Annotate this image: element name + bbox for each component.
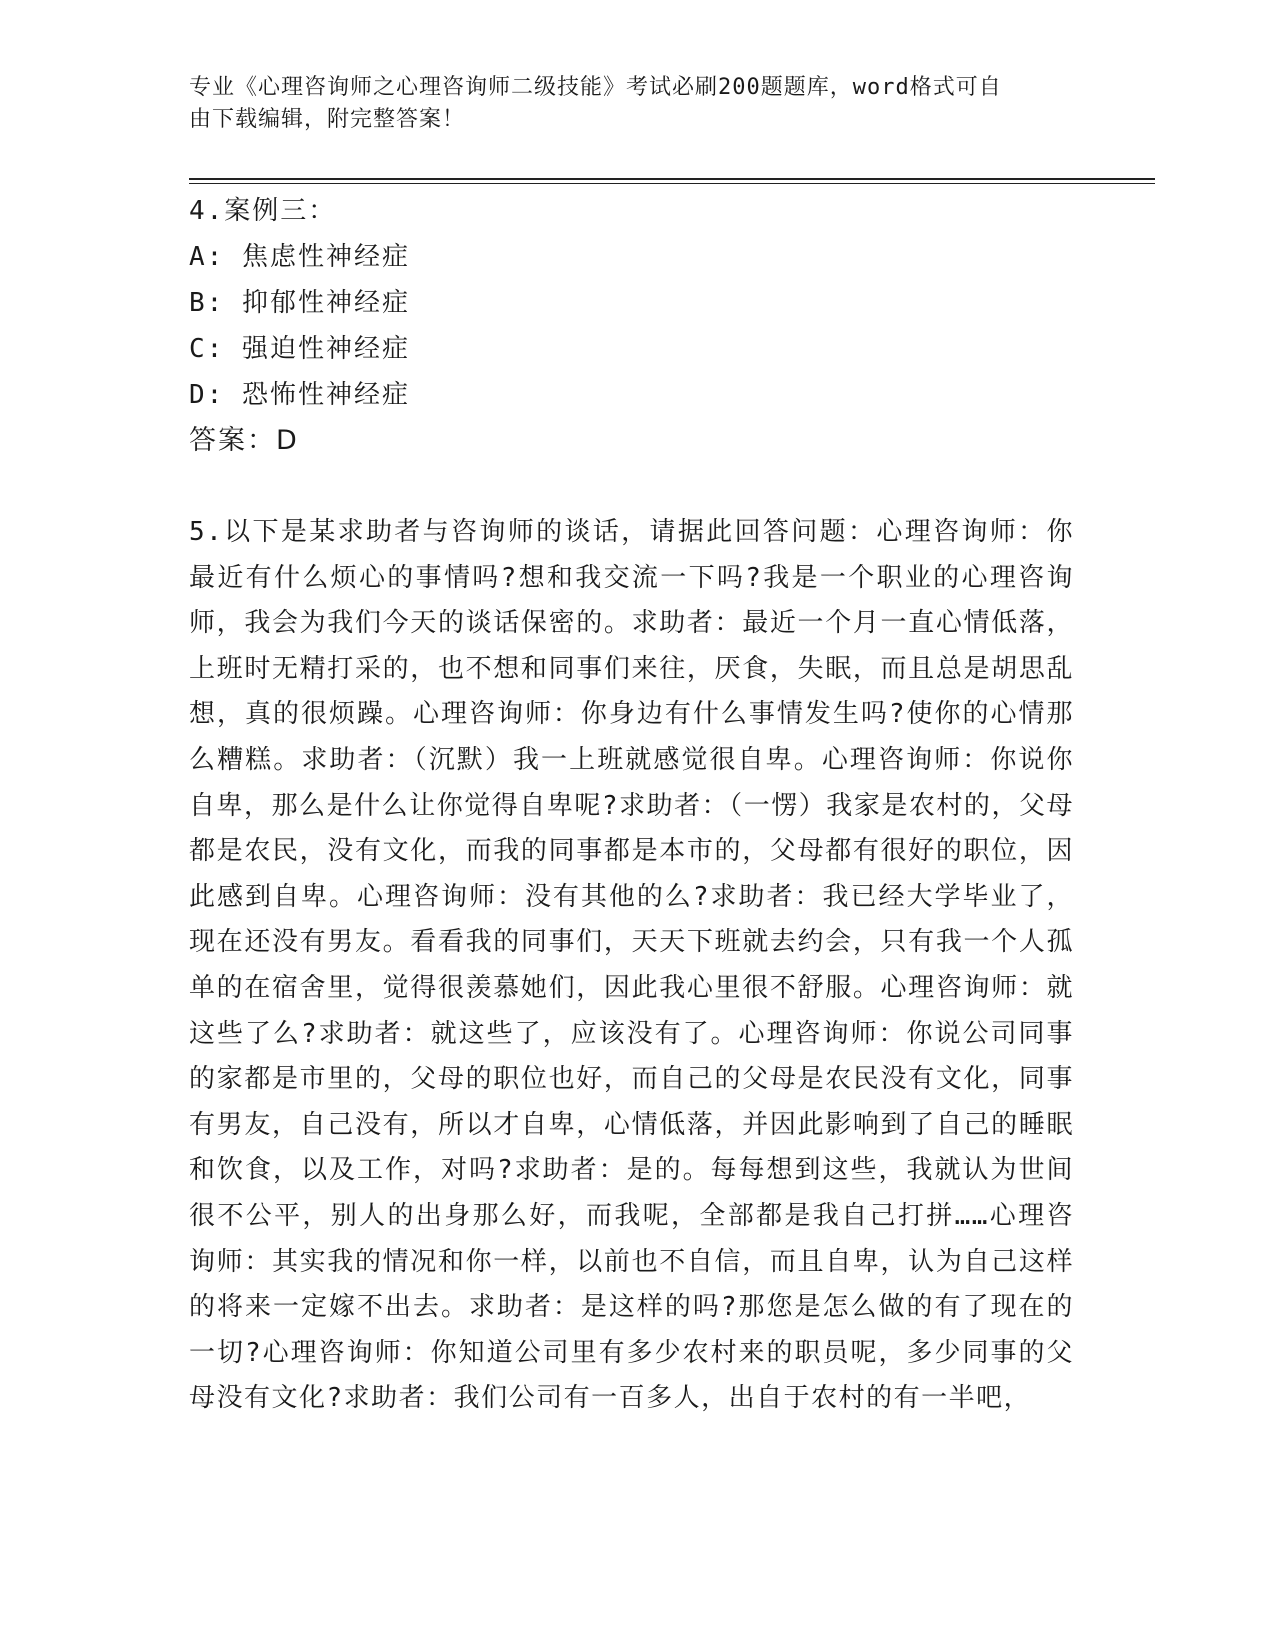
question-4-title: 4.案例三： [189, 196, 337, 226]
question-4-option-b: B: 抑郁性神经症 [189, 288, 410, 318]
question-spacer [189, 464, 1074, 510]
header-line-2: 由下载编辑，附完整答案！ [189, 107, 466, 132]
question-4-option-d: D: 恐怖性神经症 [189, 380, 410, 410]
question-4-option-a: A: 焦虑性神经症 [189, 242, 410, 272]
header-divider-thin [189, 183, 1155, 184]
question-4-option-c: C: 强迫性神经症 [189, 334, 410, 364]
header-divider-thick [189, 178, 1155, 180]
header-line-1: 专业《心理咨询师之心理咨询师二级技能》考试必刷200题题库，word格式可自 [189, 75, 1002, 100]
question-4-answer: 答案：D [189, 425, 299, 456]
document-header [189, 72, 1069, 136]
question-5-text: 5.以下是某求助者与咨询师的谈话，请据此回答问题：心理咨询师：你最近有什么烦心的事情吗?想和我交流一下吗?我是一个职业的心理咨询师，我会为我们今天的谈话保密的。求助者：最近一个月一直心情低落，上班时无精打采的，也不想和同事们来往，厌食，失眠，而且总是胡思乱想，真的很烦躁。心理咨询师：你身边有什么事情发生吗?使你的心情那么糟糕。求助者：（沉默）我一上班就感觉很自卑。心理咨询师：你说你自卑，那么是什么让你觉得自卑呢?求助者：（一愣）我家是农村的，父母都是农民，没有文化，而我的同事都是本市的，父母都有很好的职位，因此感到自卑。心理咨询师：没有其他的么?求助者：我已经大学毕业了，现在还没有男友。看看我的同事们，天天下班就去约会，只有我一个人孤单的在宿舍里，觉得很羡慕她们，因此我心里很不舒服。心理咨询师：就这些了么?求助者：就这些了，应该没有了。心理咨询师：你说公司同事的家都是市里的，父母的职位也好，而自己的父母是农民没有文化，同事有男友，自己没有，所以才自卑，心情低落，并因此影响到了自己的睡眠和饮食，以及工作，对吗?求助者：是的。每每想到这些，我就认为世间很不公平，别人的出身那么好，而我呢，全部都是我自己打拼……心理咨询师：其实我的情况和你一样，以前也不自信，而且自卑，认为自己这样的将来一定嫁不出去。求助者：是这样的吗?那您是怎么做的有了现在的一切?心理咨询师：你知道公司里有多少农村来的职员呢，多少同事的父母没有文化?求助者：我们公司有一百多人，出自于农村的有一半吧， [189, 517, 1074, 1414]
document-body [189, 188, 1074, 1422]
